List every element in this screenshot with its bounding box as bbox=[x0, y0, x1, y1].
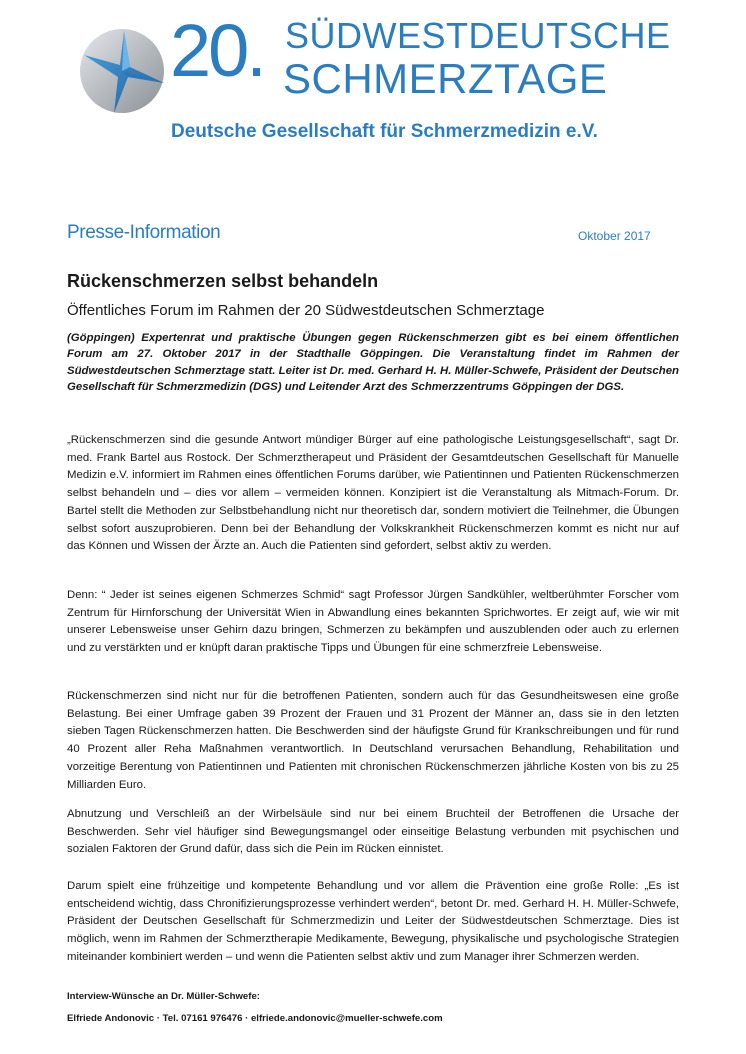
article-lead: (Göppingen) Expertenrat und praktische Übungen gegen Rückenschmerzen gibt es bei einem öffentlichen Forum am 27. Oktober 2017 in der Stadthalle Göppingen. Die Veranstaltung findet im Rahmen der Südwestdeutschen Schmerztage statt. Leiter ist Dr. med. Gerhard H. H. Müller-Schwefe, Präsident der Deutschen Gesellschaft für Schmerzmedizin (DGS) und Leitender Arzt des Schmerzzentrums Göppingen der DGS. bbox=[67, 332, 679, 393]
article-paragraph: Denn: “ Jeder ist seines eigenen Schmerzes Schmid“ sagt Professor Jürgen Sandkühler, weltberühmter Forscher vom Zentrum für Hirnforschung der Universität Wien in Abwandlung eines bekannten Sprichwortes. Er zeigt auf, wie wir mit unserer Lebensweise unser Gehirn dazu bringen, Schmerzen zu bekämpfen und auszublenden oder auch zu erlernen und zu verstärkten und er knüpft daran praktische Tipps und Übungen für eine schmerzfreie Lebensweise. bbox=[67, 589, 679, 655]
article-paragraph: Darum spielt eine frühzeitige und kompetente Behandlung und vor allem die Prävention eine große Rolle: „Es ist entscheidend wichtig, dass Chronifizierungsprozesse verhindert werden“, betont Dr. med. Gerhard H. H. Müller-Schwefe, Präsident der Deutschen Gesellschaft für Schmerzmedizin und Leiter der Südwestdeutschen Schmerztage. Dies ist möglich, wenn im Rahmen der Schmerztherapie Medikamente, Bewegung, physikalische und psychologische Strategien miteinander kombiniert werden – und wenn die Patienten selbst aktiv und zum Manager ihrer Schmerzen werden. bbox=[67, 880, 679, 963]
press-label: Presse-Information bbox=[67, 222, 221, 243]
contact-heading: Interview-Wünsche an Dr. Müller-Schwefe: bbox=[67, 991, 260, 1002]
star-logo-icon bbox=[78, 27, 166, 115]
event-title-line1: SÜDWESTDEUTSCHE bbox=[285, 15, 671, 56]
contact-details: Elfriede Andonovic · Tel. 07161 976476 · elfriede.andonovic@mueller-schwefe.com bbox=[67, 1013, 443, 1024]
article-subheadline: Öffentliches Forum im Rahmen der 20 Südwestdeutschen Schmerztage bbox=[67, 302, 545, 319]
article-headline: Rückenschmerzen selbst behandeln bbox=[67, 271, 379, 291]
letterhead bbox=[0, 0, 746, 160]
press-date: Oktober 2017 bbox=[578, 229, 651, 243]
edition-number: 20. bbox=[170, 9, 264, 92]
article-paragraph: „Rückenschmerzen sind die gesunde Antwort mündiger Bürger auf eine pathologische Leistungsgesellschaft“, sagt Dr. med. Frank Bartel aus Rostock. Der Schmerztherapeut und Präsident der Gesamtdeutschen Gesellschaft für Manuelle Medizin e.V. informiert im Rahmen eines öffentlichen Forums darüber, wie Patientinnen und Patienten Rückenschmerzen selbst behandeln und – dies vor allem – vermeiden können. Konzipiert ist die Veranstaltung als Mitmach-Forum. Dr. Bartel stellt die Methoden zur Selbstbehandlung nicht nur theoretisch dar, sondern motiviert die Teilnehmer, die Übungen selbst sofort auszuprobieren. Denn bei der Behandlung der Volkskrankheit Rückenschmerzen kommt es nicht nur auf das Können und Wissen der Ärzte an. Auch die Patienten sind gefordert, selbst aktiv zu werden. bbox=[67, 434, 679, 553]
article-paragraph: Rückenschmerzen sind nicht nur für die betroffenen Patienten, sondern auch für das Gesundheitswesen eine große Belastung. Bei einer Umfrage gaben 39 Prozent der Frauen und 31 Prozent der Männer an, dass sie in den letzten sieben Tagen Rückenschmerzen hatten. Die Beschwerden sind der häufigste Grund für Krankschreibungen und für rund 40 Prozent aller Reha Maßnahmen verantwortlich. In Deutschland verursachen Behandlung, Rehabilitation und vorzeitige Berentung von Patientinnen und Patienten mit chronischen Rückenschmerzen jährliche Kosten von bis zu 25 Milliarden Euro. bbox=[67, 690, 679, 791]
event-title-line2: SCHMERZTAGE bbox=[283, 55, 608, 102]
article-paragraph: Abnutzung und Verschleiß an der Wirbelsäule sind nur bei einem Bruchteil der Betroffenen die Ursache der Beschwerden. Sehr viel häufiger sind Bewegungsmangel oder einseitige Belastung verbunden mit psychischen und sozialen Faktoren der Grund dafür, dass sich die Pein im Rücken einnistet. bbox=[67, 808, 679, 856]
society-name: Deutsche Gesellschaft für Schmerzmedizin e.V. bbox=[171, 121, 598, 142]
